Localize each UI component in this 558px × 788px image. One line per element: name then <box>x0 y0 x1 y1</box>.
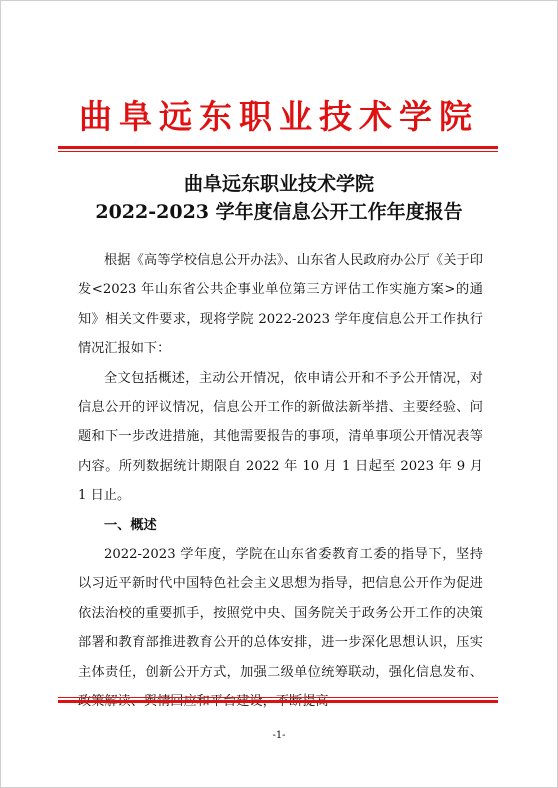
masthead-red-rule-thick <box>58 146 498 149</box>
page-number: -1- <box>272 730 286 741</box>
document-title-line1: 曲阜远东职业技术学院 <box>183 173 374 195</box>
section-heading-overview: 一、概述 <box>104 517 157 533</box>
body-paragraph-2: 全文包括概述，主动公开情况，依申请公开和不予公开情况，对信息公开的评议情况，信息公开工作的新做法新举措、主要经验、问题和下一步改进措施，其他需要报告的事项，清单事项公开情况表等内容。所列数据统计期限自 2022 年 10 月 1 日起至 2023 年 9 月 1 日止。 <box>78 370 483 504</box>
document-title-line2: 2022-2023 学年度信息公开工作年度报告 <box>95 201 463 223</box>
body-paragraph-3: 2022-2023 学年度，学院在山东省委教育工委的指导下，坚持以习近平新时代中国特色社会主义思想为指导，把信息公开作为促进依法治校的重要抓手，按照党中央、国务院关于政务公开工作的决策部署和教育部推进教育公开的总体安排，进一步深化思想认识，压实主体责任，创新公开方式，加强二级单位统筹联动，强化信息发布、 <box>78 547 483 680</box>
footer-red-rule-thick <box>58 700 498 703</box>
masthead-red-rule-thin <box>58 151 498 152</box>
document-body <box>78 246 483 717</box>
footer-red-rule-thin <box>58 697 498 698</box>
body-paragraph-1: 根据《高等学校信息公开办法》、山东省人民政府办公厅《关于印发<2023 年山东省公共企事业单位第三方评估工作实施方案>的通知》相关文件要求，现将学院 2022-2023 学年度信息公开工作执行情况汇报如下： <box>78 253 483 357</box>
masthead-org-name: 曲阜远东职业技术学院 <box>79 97 479 136</box>
